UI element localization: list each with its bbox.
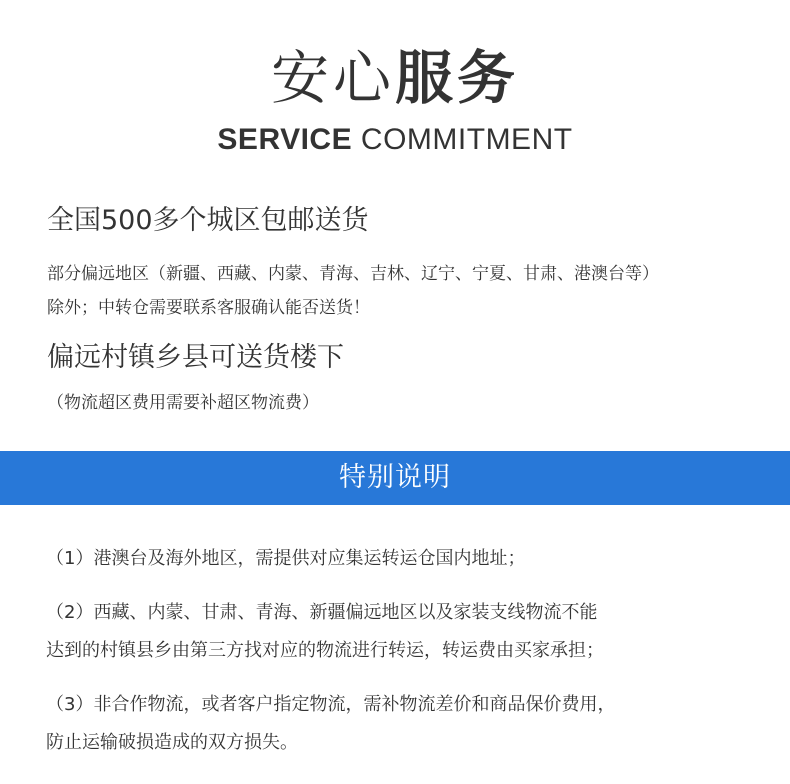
page-title: [0, 40, 790, 116]
subtitle-rest-part: COMMITMENT: [352, 123, 573, 156]
note-3-line-1: （3）非合作物流，或者客户指定物流，需补物流差价和商品保价费用，: [46, 694, 616, 715]
note-3-line-2: 防止运输破损造成的双方损失。: [46, 732, 298, 753]
note-item-2: [46, 594, 776, 670]
subtitle-bold-part: SERVICE: [217, 123, 353, 156]
remote-delivery-line-1: （物流超区费用需要补超区物流费）: [47, 393, 319, 413]
note-2-line-1: （2）西藏、内蒙、甘肃、青海、新疆偏远地区以及家装支线物流不能: [46, 602, 598, 623]
header: [0, 40, 790, 158]
note-1-line-1: （1）港澳台及海外地区，需提供对应集运转运仓国内地址；: [46, 548, 526, 569]
page-subtitle: [0, 122, 790, 158]
remote-delivery-title: 偏远村镇乡县可送货楼下: [47, 342, 344, 373]
title-light-part: 安心: [270, 44, 395, 112]
title-bold-part: 服务: [395, 44, 520, 112]
free-shipping-line-1: 部分偏远地区（新疆、西藏、内蒙、青海、吉林、辽宁、宁夏、甘肃、港澳台等）: [47, 264, 659, 284]
special-notes-list: [46, 540, 776, 778]
free-shipping-title: 全国500多个城区包邮送货: [47, 205, 369, 236]
special-notes-label: 特别说明: [339, 462, 451, 493]
note-item-3: [46, 686, 776, 762]
free-shipping-section: [47, 203, 777, 325]
note-item-1: [46, 540, 776, 578]
note-2-line-2: 达到的村镇县乡由第三方找对应的物流进行转运，转运费由买家承担；: [46, 640, 604, 661]
free-shipping-line-2: 除外；中转仓需要联系客服确认能否送货！: [47, 298, 370, 318]
special-notes-banner: [0, 451, 790, 505]
remote-delivery-section: [47, 340, 777, 420]
